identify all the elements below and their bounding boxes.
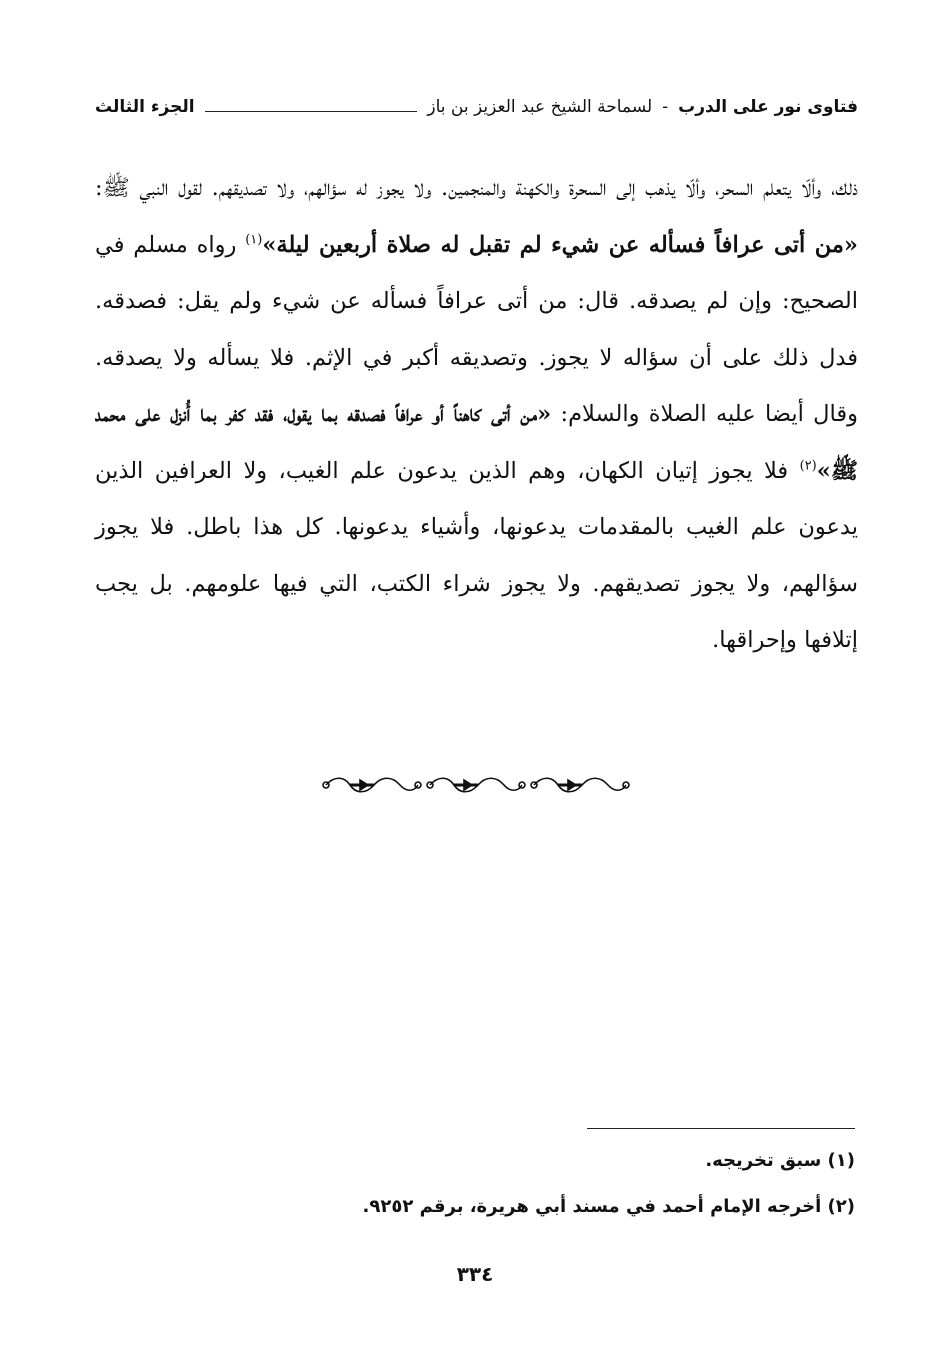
page-number: ٣٣٤ [456,1262,494,1286]
footnotes [200,1138,855,1230]
text-segment: رواه مسلم في الصحيح: وإن لم يصدقه. قال: من أتى عرافاً فسأله عن شيء ولم يقل: فصدقه. فدل ذلك على أن سؤاله لا يجوز. وتصديقه أكبر في الإثم. فلا يسأله ولا يصدقه. وقال أيضا عليه الصلاة والسلام: [95,231,858,427]
header-separator: - [662,97,669,117]
header-book-title: فتاوى نور على الدرب [678,97,858,117]
footnote-ref: (٢) [799,458,817,473]
header-author: لسماحة الشيخ عبد العزيز بن باز [427,97,653,117]
running-header [95,92,858,122]
section-divider-ornament [320,772,630,798]
text-segment: ذلك، وألّا يتعلم السحر، وألّا يذهب إلى السحرة والكهنة والمنجمين. ولا يجوز له سؤالهم، ولا تصديقهم. لقول النبي ﷺ: [95,175,858,201]
text-segment: فلا يجوز إتيان الكهان، وهم الذين يدعون علم الغيب، ولا العرافين الذين يدعون علم الغيب بالمقدمات يدعونها، وأشياء يدعونها. كل هذا باطل. فلا يجوز سؤالهم، ولا يجوز تصديقهم. ولا يجوز شراء الكتب، التي فيها علومهم. بل يجب إتلافها وإحراقها. [95,457,858,653]
main-text [95,160,858,669]
footnote-2: (٢) أخرجه الإمام أحمد في مسند أبي هريرة، برقم ٩٢٥٢. [362,1196,855,1217]
header-rule [205,111,418,112]
footnote-separator [587,1128,855,1129]
footnote-1: (١) سبق تخريجه. [705,1150,855,1171]
header-title [427,97,858,117]
hadith-quote: «من أتى عرافاً فسأله عن شيء لم تقبل له صلاة أربعين ليلة» [262,231,858,258]
hadith-quote: «من أتى كاهناً أو عرافاً فصدقه بما يقول، فقد كفر بما أُنزل على محمد ﷺ» [95,401,858,484]
header-volume: الجزء الثالث [95,97,195,117]
footnote-ref: (١) [245,232,263,247]
